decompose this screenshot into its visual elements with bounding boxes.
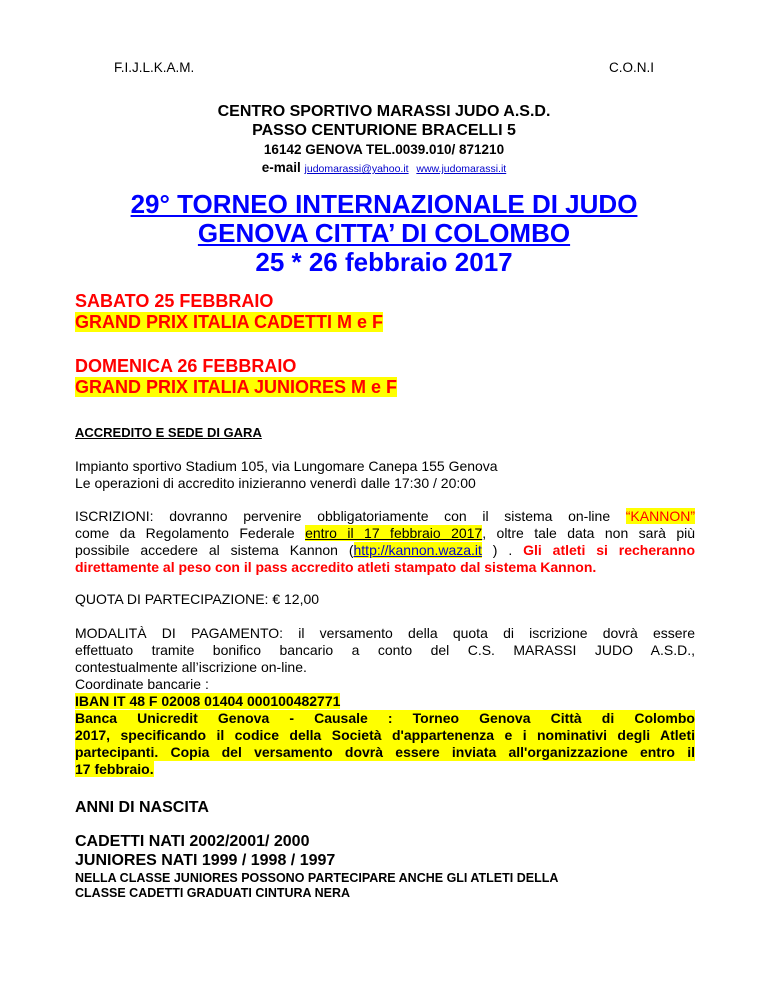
registration-line-1: ISCRIZIONI: dovranno pervenire obbligatoriamente con il sistema on-line “KANNON” xyxy=(75,508,695,524)
title-line-1: 29° TORNEO INTERNAZIONALE DI JUDO xyxy=(130,189,638,219)
iban: IBAN IT 48 F 02008 01404 000100482771 xyxy=(75,693,341,709)
email-link[interactable]: judomarassi@yahoo.it xyxy=(304,163,409,175)
birth-years-note-1: NELLA CLASSE JUNIORES POSSONO PARTECIPARE ANCHE GLI ATLETI DELLA xyxy=(75,871,559,885)
schedule-day-1: SABATO 25 FEBBRAIO xyxy=(75,291,274,311)
schedule-event-1: GRAND PRIX ITALIA CADETTI M e F xyxy=(75,312,383,332)
registration-line-4: direttamente al peso con il pass accredito atleti stampato dal sistema Kannon. xyxy=(75,559,597,575)
venue-heading: ACCREDITO E SEDE DI GARA xyxy=(75,425,262,440)
schedule-event-2: GRAND PRIX ITALIA JUNIORES M e F xyxy=(75,377,398,397)
venue-line-1: Impianto sportivo Stadium 105, via Lungomare Canepa 155 Genova xyxy=(75,458,498,474)
kannon-link[interactable]: http://kannon.waza.it xyxy=(353,542,482,558)
payment-line-2: effettuato tramite bonifico bancario a conto del C.S. MARASSI JUDO A.S.D., xyxy=(75,642,695,658)
email-label: e-mail xyxy=(261,160,301,175)
payment-bold-line-3: partecipanti. Copia del versamento dovrà essere inviata all'organizzazione entro il xyxy=(75,744,695,760)
organizer-name: CENTRO SPORTIVO MARASSI JUDO A.S.D. xyxy=(217,103,551,120)
organizer-contacts xyxy=(0,159,768,178)
cadetti-years: CADETTI NATI 2002/2001/ 2000 xyxy=(75,833,310,850)
payment-line-3: contestualmente all’iscrizione on-line. xyxy=(75,659,307,675)
title-line-3: 25 * 26 febbraio 2017 xyxy=(255,247,513,277)
payment-line-4: Coordinate bancarie : xyxy=(75,676,209,692)
organizer-city-phone: 16142 GENOVA TEL.0039.010/ 871210 xyxy=(263,142,505,157)
venue-line-2: Le operazioni di accredito inizieranno venerdì dalle 17:30 / 20:00 xyxy=(75,475,476,491)
participation-fee: QUOTA DI PARTECIPAZIONE: € 12,00 xyxy=(75,591,320,607)
website-link[interactable]: www.judomarassi.it xyxy=(416,163,507,175)
tournament-title xyxy=(0,190,768,277)
birth-years-heading: ANNI DI NASCITA xyxy=(75,799,209,816)
payment-bold-line-1: Banca Unicredit Genova - Causale : Torneo Genova Città di Colombo xyxy=(75,710,695,726)
header-right: C.O.N.I xyxy=(608,60,654,75)
payment-line-1: MODALITÀ DI PAGAMENTO: il versamento della quota di iscrizione dovrà essere xyxy=(75,625,695,641)
header-left: F.I.J.L.K.A.M. xyxy=(114,60,195,75)
payment-bold-line-4: 17 febbraio. xyxy=(75,761,154,777)
birth-years-note-2: CLASSE CADETTI GRADUATI CINTURA NERA xyxy=(75,886,350,900)
organizer-address: PASSO CENTURIONE BRACELLI 5 xyxy=(252,122,516,139)
registration-line-2: come da Regolamento Federale entro il 17 febbraio 2017, oltre tale data non sarà più xyxy=(75,525,696,541)
registration-line-3: possibile accedere al sistema Kannon (http://kannon.waza.it ) . Gli atleti si recheranno xyxy=(75,542,695,558)
juniores-years: JUNIORES NATI 1999 / 1998 / 1997 xyxy=(75,852,336,869)
payment-bold-line-2: 2017, specificando il codice della Società d'appartenenza e i nominativi degli Atleti xyxy=(75,727,695,743)
title-line-2: GENOVA CITTA’ DI COLOMBO xyxy=(197,218,571,248)
schedule-day-2: DOMENICA 26 FEBBRAIO xyxy=(75,356,297,376)
